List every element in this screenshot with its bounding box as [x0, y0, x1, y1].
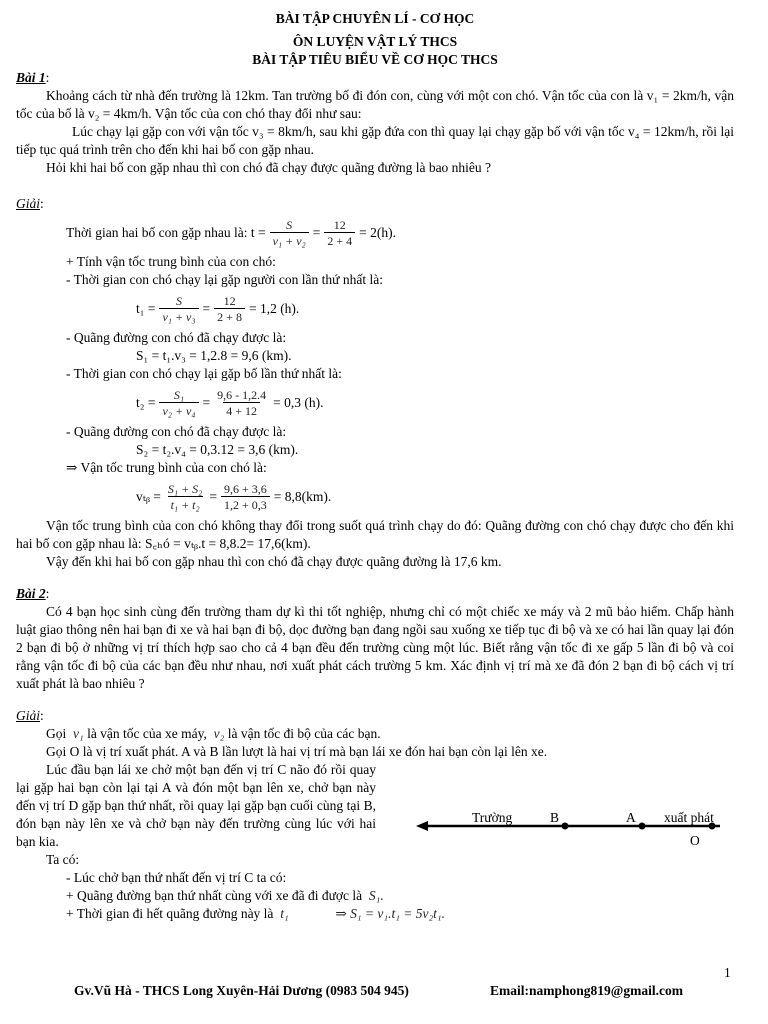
- document-page: [16, 10, 734, 923]
- fraction: $\frac{9,6 - 1,2.4}{4 + 12}$: [217, 388, 267, 418]
- bai2-heading: Bài 2:: [16, 586, 50, 601]
- step-text: - Quãng đường con chó đã chạy được là:: [66, 424, 287, 439]
- bai1-paragraph-1: Khoảng cách từ nhà đến trường là 12km. Tan trường bố đi đón con, cùng với một con chó. Vận tốc của con là v₁ = 2km/h, vận tốc của bố là v₂ = 4km/h. Vận tốc của con chó thay đổi như sau:: [16, 88, 734, 121]
- step-text: - Thời gian con chó chạy lại gặp người con lần thứ nhất là:: [66, 272, 383, 287]
- bai1-solution-heading: Giải:: [16, 196, 44, 211]
- fraction: $\frac{\text{S₁}}{\text{v₂ + v₄}}$: [159, 388, 198, 418]
- bai2-text: Ta có:: [46, 852, 80, 867]
- doc-subtitle-2: BÀI TẬP TIÊU BIỂU VỀ CƠ HỌC THCS: [252, 52, 498, 67]
- bai2-text: Gọi O là vị trí xuất phát. A và B lần lượt là hai vị trí mà bạn lái xe đón hai bạn còn lại lên xe.: [46, 744, 548, 759]
- bai2-solution-heading: Giải:: [16, 708, 44, 723]
- point-b: [562, 823, 569, 830]
- bai2-text: + Thời gian đi hết quãng đường này là t₁ ⇒ S₁ = v₁.t₁ = 5v₂t₁.: [66, 906, 445, 921]
- footer-author: Gv.Vũ Hà - THCS Long Xuyên-Hải Dương (0983 504 945): [74, 983, 409, 998]
- equation-t2: t₂ = $\frac{\text{S₁}}{\text{v₂ + v₄}}$ = $\frac{9,6 - 1,2.4}{4 + 12}$ = 0,3 (h).: [136, 388, 324, 418]
- fraction: $\frac{12}{2 + 4}$: [324, 218, 355, 248]
- doc-subtitle: ÔN LUYỆN VẬT LÝ THCS: [292, 34, 458, 49]
- step-text: - Thời gian con chó chạy lại gặp bố lần thứ nhất là:: [66, 366, 342, 381]
- point-a: [639, 823, 646, 830]
- label-b: B: [550, 810, 560, 825]
- arrow-head-icon: [416, 821, 428, 831]
- bai1-paragraph-2: Lúc chạy lại gặp con với vận tốc v₃ = 8km/h, sau khi gặp đứa con thì quay lại chạy gặp bố với vận tốc v₄ = 12km/h, rồi lại tiếp tục quá trình trên cho đến khi hai bố con gặp nhau.: [16, 124, 734, 157]
- bai1-paragraph-3: Hỏi khi hai bố con gặp nhau thì con chó đã chạy được quãng đường là bao nhiêu ?: [46, 160, 492, 175]
- step-text: S₁ = t₁.v₃ = 1,2.8 = 9,6 (km).: [136, 348, 292, 363]
- bai1-conclusion: Vận tốc trung bình của con chó không thay đổi trong suốt quá trình chạy do đó: Quãng đường con chó chạy được cho đến khi hai bố con gặp nhau là: S꜀ₕó = vₜᵦ.t = 8,8.2= 17,6(km).: [16, 518, 734, 551]
- bai1-heading: Bài 1:: [16, 70, 50, 85]
- step-text: S₂ = t₂.v₄ = 0,3.12 = 3,6 (km).: [136, 442, 299, 457]
- fraction: $\frac{S}{\text{v₁ + v₃}}$: [159, 294, 198, 324]
- fraction: $\frac{S}{\text{v₁ + v₂}}$: [270, 218, 309, 248]
- step-text: - Quãng đường con chó đã chạy được là:: [66, 330, 287, 345]
- footer-email: Email:namphong819@gmail.com: [490, 983, 683, 998]
- fraction: $\frac{9,6 + 3,6}{1,2 + 0,3}$: [221, 482, 270, 512]
- bai1-answer: Vậy đến khi hai bố con gặp nhau thì con chó đã chạy được quãng đường là 17,6 km.: [46, 554, 502, 569]
- doc-title: BÀI TẬP CHUYÊN LÍ - CƠ HỌC: [275, 11, 475, 26]
- bai2-text: - Lúc chở bạn thứ nhất đến vị trí C ta có:: [66, 870, 287, 885]
- equation-t: Thời gian hai bố con gặp nhau là: t = $\frac{S}{\text{v₁ + v₂}}$ = $\frac{12}{2 + 4}$ = 2(h).: [66, 218, 396, 248]
- bai2-text: + Quãng đường bạn thứ nhất cùng với xe đã đi được là S₁.: [66, 888, 384, 903]
- label-a: A: [626, 810, 636, 825]
- fraction: $\frac{\text{S₁ + S₂}}{\text{t₁ + t₂}}$: [167, 482, 203, 512]
- label-truong: Trường: [472, 810, 513, 825]
- label-o: O: [690, 833, 700, 848]
- bai2-paragraph: Có 4 bạn học sinh cùng đến trường tham dự kì thi tốt nghiệp, nhưng chỉ có một chiếc xe máy và 2 mũ bảo hiểm. Chấp hành luật giao thông nên hai bạn đi xe và hai bạn đi bộ, dọc đường bạn đang ngồi sau xuống xe tiếp tục đi bộ và xe có hai lần quay lại đón 2 bạn đi bộ ở những vị trí thích hợp sao cho cả 4 bạn đều đến trường cùng một lúc. Biết rằng vận tốc đi xe gấp 5 lần đi bộ và coi rằng vận tốc đi bộ của các bạn đều như nhau, nơi xuất phát cách trường 5 km. Xác định vị trí mà xe đã đón 2 bạn đi bộ cách vị trí xuất phát là bao nhiêu ?: [16, 604, 734, 691]
- bai2-let-line: Gọi v₁ là vận tốc của xe máy, v₂ là vận tốc đi bộ của các bạn.: [46, 726, 381, 741]
- step-text: + Tính vận tốc trung bình của con chó:: [66, 254, 276, 269]
- bai2-text: Lúc đầu bạn lái xe chở một bạn đến vị trí C não đó rồi quay lại gặp hai bạn còn lại tại A và đón một bạn lên xe, chở bạn này đến vị trí D gặp bạn thứ nhất, rồi quay lại gặp bạn cuối cùng tại B, đón bạn này lên xe và chở bạn này đến trường cùng lúc với hai bạn kia.: [16, 762, 376, 849]
- page-number: 1: [724, 965, 731, 980]
- fraction: $\frac{12}{2 + 8}$: [214, 294, 245, 324]
- step-text: ⇒ Vận tốc trung bình của con chó là:: [66, 460, 267, 475]
- label-xuat-phat: xuất phát: [664, 810, 714, 825]
- road-diagram: [400, 795, 730, 855]
- equation-t1: t₁ = $\frac{S}{\text{v₁ + v₃}}$ = $\frac{12}{2 + 8}$ = 1,2 (h).: [136, 294, 300, 324]
- equation-vtb: vₜᵦ = $\frac{\text{S₁ + S₂}}{\text{t₁ + t₂}}$ = $\frac{9,6 + 3,6}{1,2 + 0,3}$ = 8,8(km).: [136, 482, 332, 512]
